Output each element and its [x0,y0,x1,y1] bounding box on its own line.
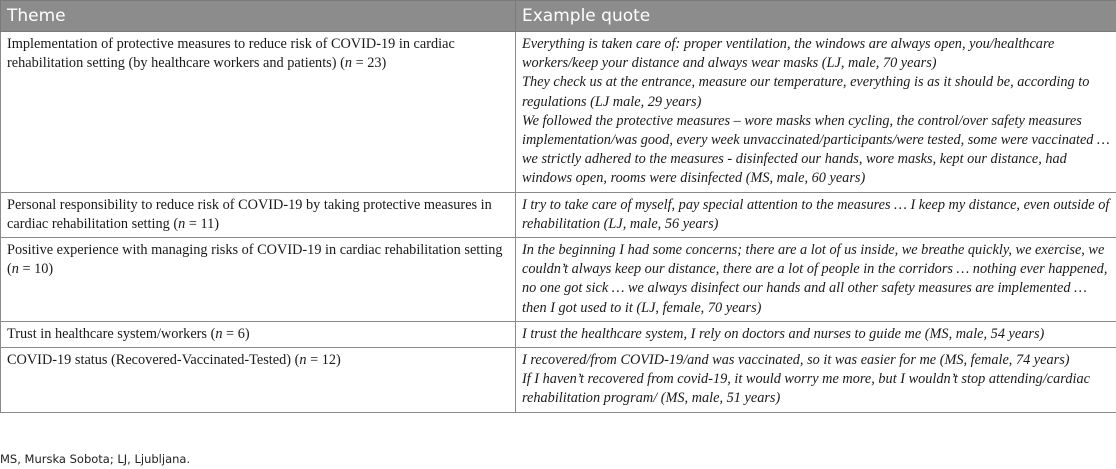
quote-text: Everything is taken care of: proper ventilation, the windows are always open, you/healthcare workers/keep your distance and always wear masks (LJ, male, 70 years) [522,36,1055,72]
n-value: = 23) [352,55,387,72]
quote-text: I trust the healthcare system, I rely on doctors and nurses to guide me (MS, male, 54 years) [522,325,1045,342]
n-label: n [215,325,223,342]
header-example-quote: Example quote [516,1,1116,32]
table-footnote: MS, Murska Sobota; LJ, Ljubljana. [0,452,191,466]
quote-text: They check us at the entrance, measure our temperature, everything is as it should be, according to regulations (LJ male, 29 years) [522,74,1090,110]
theme-text: Personal responsibility to reduce risk of COVID-19 by taking protective measures in cardiac rehabilitation setting ( [7,196,492,232]
quote-cell [516,348,1116,413]
quote-cell [516,238,1116,322]
theme-cell [1,321,516,347]
quote-text: I try to take care of myself, pay special attention to the measures … I keep my distance, even outside of rehabilitation (LJ, male, 56 years) [522,196,1110,232]
table-header-row [1,1,1116,32]
table-row [1,192,1116,237]
quote-cell [516,192,1116,237]
n-value: = 10) [18,261,54,278]
quote-text: We followed the protective measures – wore masks when cycling, the control/over safety measures implementation/was good, every week unvaccinated/participants/were tested, some were vaccinated … we strictly adhered to the measures - disinfected our hands, wore masks, kept our distance, had windows open, rooms were disinfected (MS, male, 60 years) [522,112,1110,187]
quote-text: If I haven’t recovered from covid-19, it would worry me more, but I wouldn’t stop attending/cardiac rehabilitation program/ (MS, male, 51 years) [522,371,1090,407]
table-row [1,348,1116,413]
n-label: n [299,352,307,369]
theme-cell [1,348,516,413]
quote-text: I recovered/from COVID-19/and was vaccinated, so it was easier for me (MS, female, 74 years) [522,352,1070,369]
n-value: = 12) [306,352,341,369]
header-theme: Theme [1,1,516,32]
n-value: = 11) [185,215,220,232]
n-label: n [11,261,19,278]
theme-cell [1,238,516,322]
n-label: n [344,55,352,72]
theme-cell [1,32,516,193]
n-value: = 6) [222,325,250,342]
quote-cell [516,32,1116,193]
theme-text: Trust in healthcare system/workers ( [7,325,216,342]
table-row [1,321,1116,347]
table-row [1,238,1116,322]
n-label: n [178,215,186,232]
theme-text: COVID-19 status (Recovered-Vaccinated-Tested) ( [7,352,300,369]
table-row [1,32,1116,193]
theme-text: Implementation of protective measures to reduce risk of COVID-19 in cardiac rehabilitation setting (by healthcare workers and patients) ( [7,36,455,72]
theme-cell [1,192,516,237]
theme-text: Positive experience with managing risks of COVID-19 in cardiac rehabilitation setting ( [7,242,503,278]
quote-cell [516,321,1116,347]
quote-text: In the beginning I had some concerns; there are a lot of us inside, we breathe quickly, we exercise, we couldn’t always keep our distance, there are a lot of people in the corridors … nothing ever happened, no one got sick … we always disinfect our hands and all other safety measures are implemented … then I got used to it (LJ, female, 70 years) [522,242,1108,316]
